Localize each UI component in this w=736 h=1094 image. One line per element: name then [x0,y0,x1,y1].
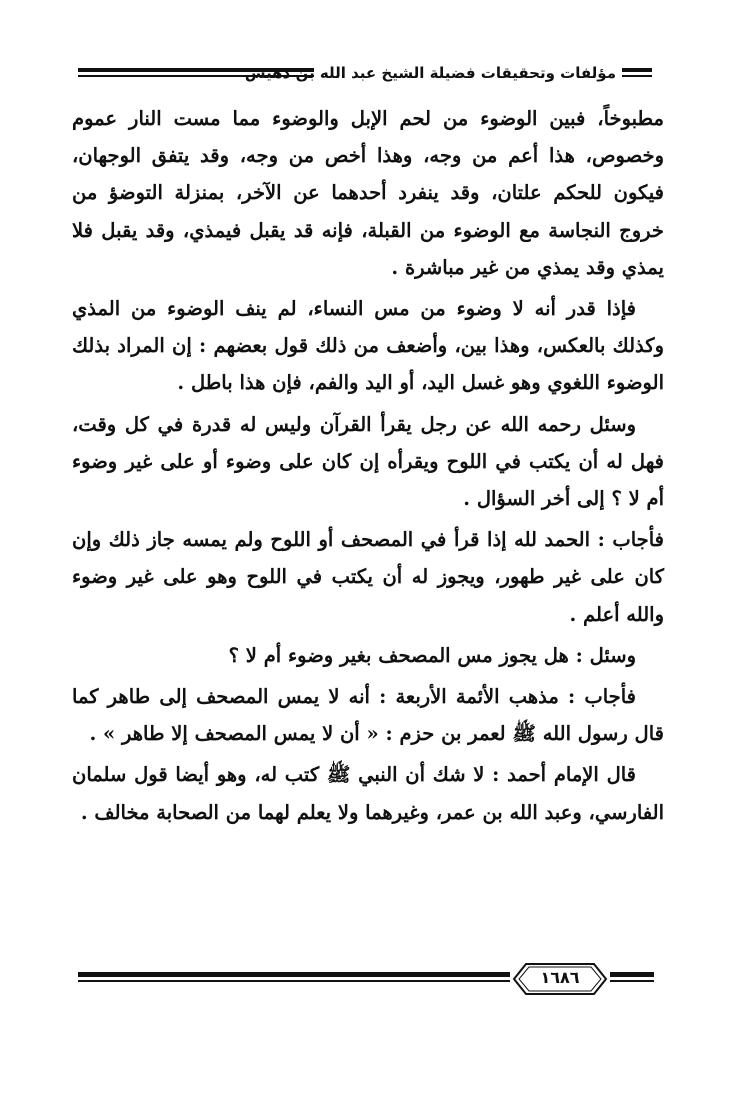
footer-rule-right [610,972,654,982]
paragraph: قال الإمام أحمد : لا شك أن النبي ﷺ كتب له، وهو أيضا قول سلمان الفارسي، وعبد الله بن عمر، وغيرهما ولا يعلم لهما من الصحابة مخالف . [72,763,664,824]
page-number-badge [512,962,608,996]
page-footer [78,960,654,1000]
paragraph: فأجاب : مذهب الأئمة الأربعة : أنه لا يمس المصحف إلى طاهر كما قال رسول الله ﷺ لعمر بن حزم : « أن لا يمس المصحف إلا طاهر » . [72,685,664,746]
paragraph: فأجاب : الحمد لله إذا قرأ في المصحف أو اللوح ولم يمسه جاز ذلك وإن كان على غير طهور، ويجوز له أن يكتب في اللوح وهو على غير وضوء والله أعلم . [72,528,664,626]
paragraph: فإذا قدر أنه لا وضوء من مس النساء، لم ينف الوضوء من المذي وكذلك بالعكس، وهذا بين، وأضعف من ذلك قول بعضهم : إن المراد بذلك الوضوء اللغوي وهو غسل اليد، أو اليد والفم، فإن هذا باطل . [72,297,664,395]
paragraph: مطبوخاً، فبين الوضوء من لحم الإبل والوضوء مما مست النار عموم وخصوص، هذا أعم من وجه، وهذا أخص من وجه، وقد يتفق الوجهان، فيكون للحكم علتان، وقد ينفرد أحدهما عن الآخر، بمنزلة التوضؤ من خروج النجاسة مع الوضوء من القبلة، فإنه قد يقبل فيمذي، وقد يقبل فلا يمذي وقد يمذي من غير مباشرة . [72,107,664,279]
header-rule-right [622,68,652,77]
paragraph: وسئل : هل يجوز مس المصحف بغير وضوء أم لا ؟ [228,643,636,667]
page-body [72,100,664,835]
page-number: ١٦٨٦ [540,968,580,987]
footer-rule-left [78,972,510,982]
page-header [78,60,652,90]
book-series-title: مؤلفات وتحقيقات فضيلة الشيخ عبد الله بن دهيش [244,64,616,82]
paragraph: وسئل رحمه الله عن رجل يقرأ القرآن وليس له قدرة في كل وقت، فهل له أن يكتب في اللوح ويقرأه إن كان على وضوء أو على غير وضوء أم لا ؟ إلى أخر السؤال . [72,412,664,511]
